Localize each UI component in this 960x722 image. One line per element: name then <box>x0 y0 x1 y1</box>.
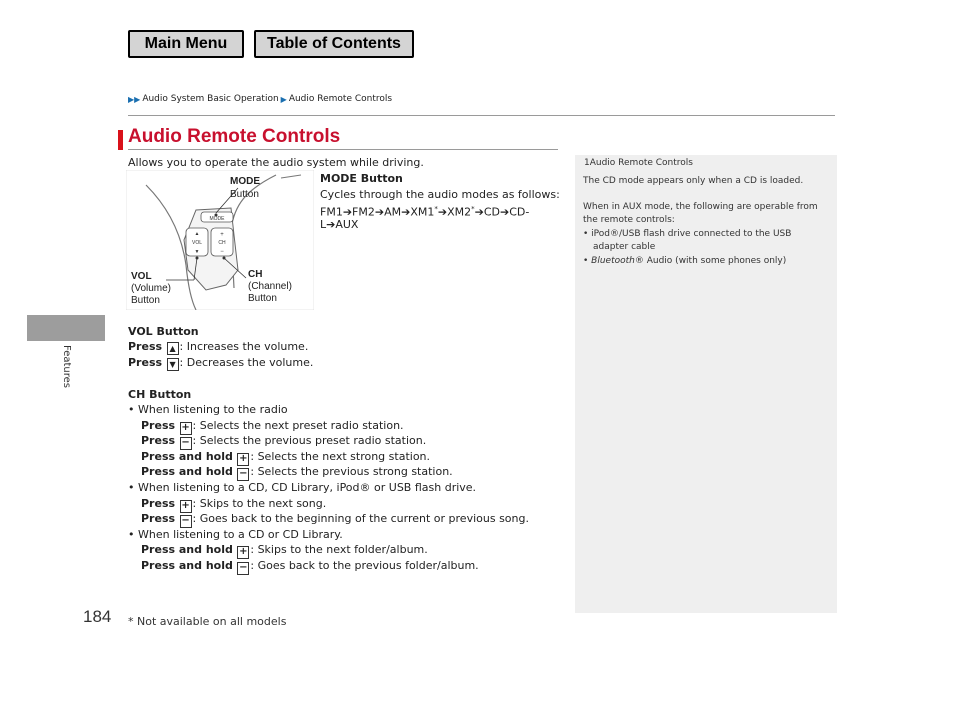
sidebar-note <box>575 155 837 613</box>
arrow-right-icon: ➔ <box>474 205 484 219</box>
vol-heading: VOL Button <box>128 325 199 338</box>
vol-up-icon: ▲ <box>194 231 200 237</box>
note-marker-icon: 1 <box>584 158 590 168</box>
arrow-right-icon: ➔ <box>374 205 385 219</box>
breadcrumb-arrow-icon: ▶ <box>280 94 287 104</box>
arrow-right-icon: ➔ <box>499 205 510 219</box>
arrow-right-icon: ➔ <box>401 205 411 219</box>
plus-key-icon: + <box>181 500 190 511</box>
plus-key-icon: + <box>181 422 190 433</box>
ch-radio-hold-next: Press and hold + : Selects the next strong station. <box>141 450 431 464</box>
minus-key-icon: − <box>239 562 248 573</box>
mode-callout: MODE <box>230 176 260 187</box>
ch-radio-prev: Press − : Selects the previous preset radio station. <box>141 434 427 448</box>
breadcrumb-link-basic-operation[interactable]: Audio System Basic Operation <box>142 94 279 104</box>
sidebar-line: When in AUX mode, the following are operable from <box>583 202 818 212</box>
minus-key-icon: − <box>181 515 190 526</box>
section-label: Features <box>61 345 72 388</box>
arrow-right-icon: ➔ <box>326 218 336 231</box>
ch-callout: CH <box>248 269 263 280</box>
sidebar-heading: 1Audio Remote Controls <box>584 158 693 168</box>
arrow-right-icon: ➔ <box>342 205 353 219</box>
vol-down-icon: ▼ <box>194 249 200 255</box>
ch-radio-hold-prev: Press and hold − : Selects the previous strong station. <box>141 465 453 479</box>
mode-sequence-cont: L➔AUX <box>320 218 359 231</box>
header-divider <box>128 115 835 116</box>
footnote: * Not available on all models <box>128 615 287 628</box>
mode-sequence: FM1➔FM2➔AM➔XM1*➔XM2*➔CD➔CD- <box>320 205 530 219</box>
vol-up-key-icon: ▲ <box>167 342 179 355</box>
ch-folder-prev: Press and hold − : Goes back to the previous folder/album. <box>141 559 479 573</box>
table-of-contents-button[interactable]: Table of Contents <box>254 30 414 58</box>
page-title: Audio Remote Controls <box>128 126 341 147</box>
sidebar-bullet: • iPod®/USB flash drive connected to the USB <box>583 229 792 239</box>
vol-callout-sub1: (Volume) <box>131 283 172 294</box>
mode-description: Cycles through the audio modes as follows: <box>320 188 560 201</box>
breadcrumb-link-remote-controls[interactable]: Audio Remote Controls <box>288 94 393 104</box>
mode-heading: MODE Button <box>320 172 403 185</box>
ch-bullet-radio: • When listening to the radio <box>128 403 288 416</box>
vol-down-line: Press ▼ : Decreases the volume. <box>128 356 314 369</box>
ch-cd-next: Press + : Skips to the next song. <box>141 497 327 511</box>
sidebar-line: the remote controls: <box>583 215 675 225</box>
ch-callout-sub2: Button <box>248 293 277 304</box>
vol-callout-sub2: Button <box>131 295 160 306</box>
ch-callout-sub1: (Channel) <box>248 281 292 292</box>
sidebar-line: The CD mode appears only when a CD is loaded. <box>583 176 804 186</box>
vol-callout: VOL <box>131 271 152 282</box>
minus-key-icon: − <box>181 437 190 448</box>
intro-text: Allows you to operate the audio system while driving. <box>128 156 424 169</box>
diagram-vol-text: VOL <box>191 240 203 246</box>
mode-callout-sub: Button <box>230 189 259 200</box>
ch-bullet-cd: • When listening to a CD, CD Library, iPod® or USB flash drive. <box>128 481 477 494</box>
diagram-ch-text: CH <box>218 240 226 246</box>
arrow-right-icon: ➔ <box>437 205 448 219</box>
sidebar-bullet: • Bluetooth® Audio (with some phones only) <box>583 256 787 266</box>
ch-heading: CH Button <box>128 388 192 401</box>
diagram-mode-text: MODE <box>209 216 225 222</box>
breadcrumb-arrow-icon: ▶▶ <box>128 94 141 104</box>
main-menu-button[interactable]: Main Menu <box>128 30 244 58</box>
ch-folder-next: Press and hold + : Skips to the next folder/album. <box>141 543 428 557</box>
steering-controls-diagram <box>126 170 314 310</box>
ch-cd-prev: Press − : Goes back to the beginning of the current or previous song. <box>141 512 529 526</box>
page-number: 184 <box>83 607 112 626</box>
vol-down-key-icon: ▼ <box>167 358 179 371</box>
section-tab-marker <box>27 315 105 341</box>
sidebar-line: adapter cable <box>593 242 656 252</box>
title-divider <box>128 149 558 150</box>
ch-plus-icon: + <box>220 232 224 238</box>
ch-radio-next: Press + : Selects the next preset radio station. <box>141 419 404 433</box>
plus-key-icon: + <box>239 546 248 557</box>
title-marker <box>118 130 123 150</box>
ch-bullet-cd-library: • When listening to a CD or CD Library. <box>128 528 343 541</box>
vol-up-line: Press ▲ : Increases the volume. <box>128 340 309 353</box>
minus-key-icon: − <box>239 468 248 479</box>
breadcrumb <box>128 94 392 104</box>
ch-minus-icon: − <box>220 249 224 255</box>
plus-key-icon: + <box>239 453 248 464</box>
